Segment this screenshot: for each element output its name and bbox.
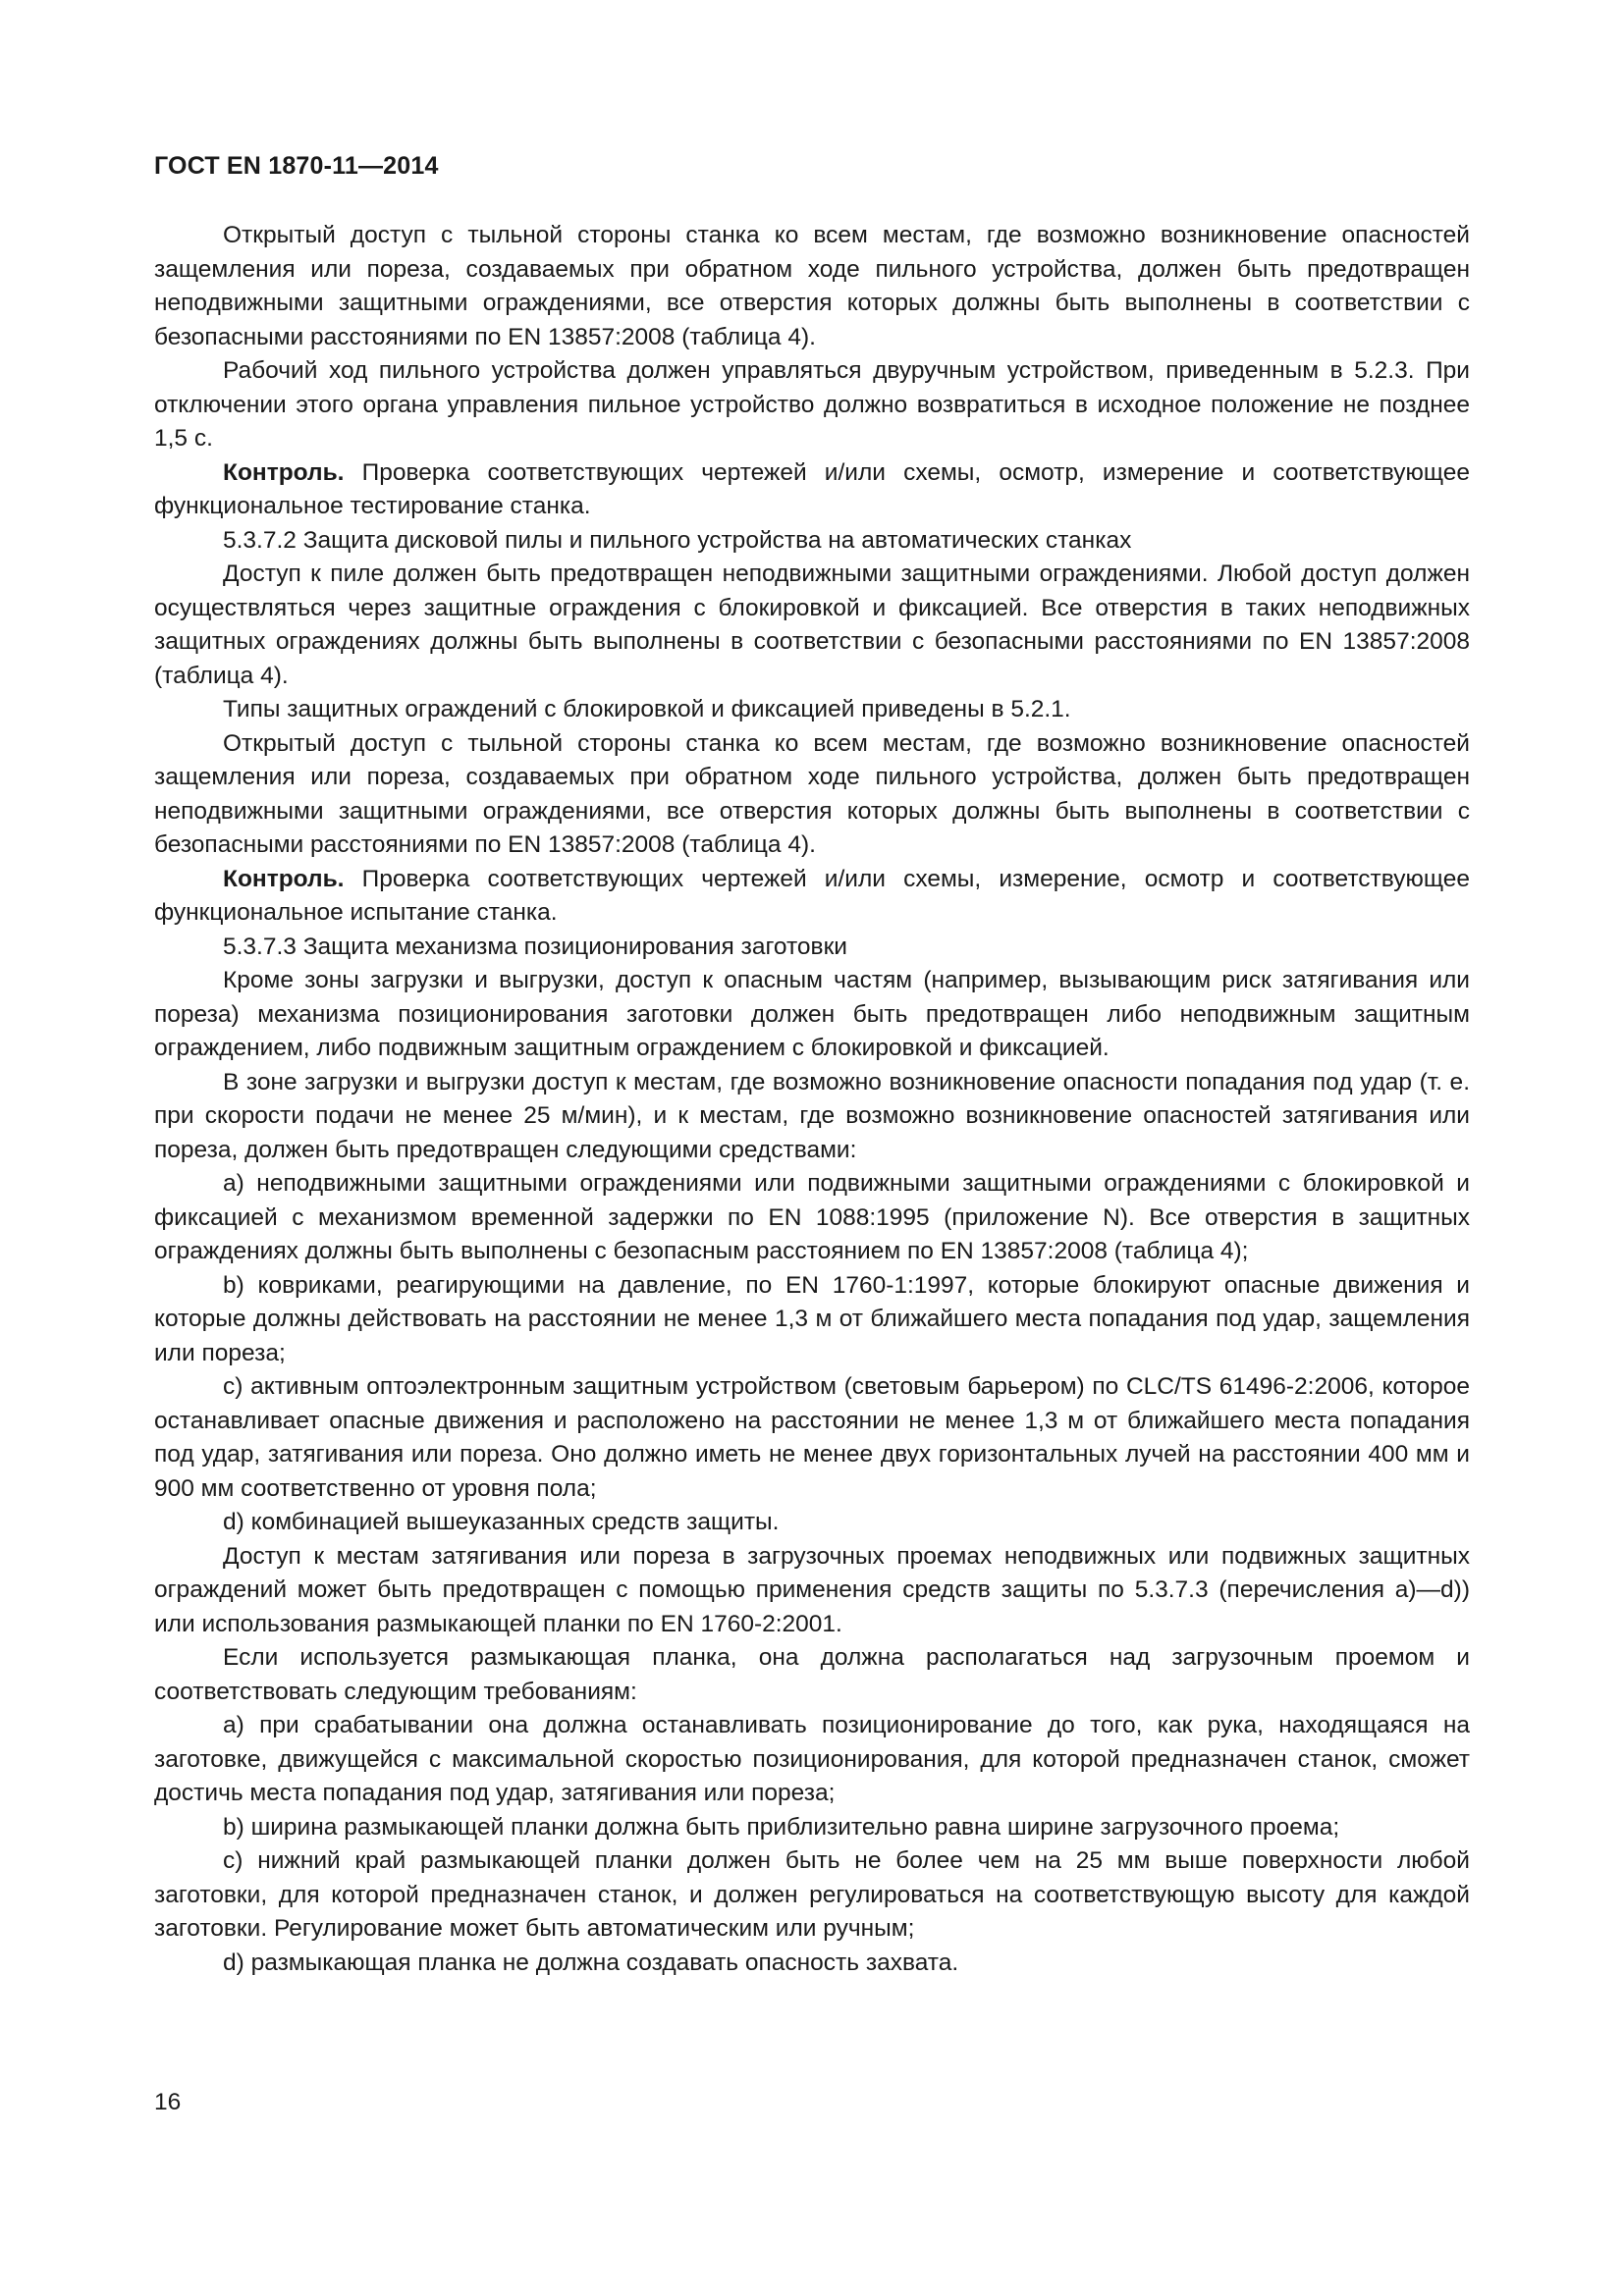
paragraph <box>154 863 1470 931</box>
paragraph <box>154 219 1470 354</box>
document-body <box>154 219 1470 1980</box>
paragraph-text: В зоне загрузки и выгрузки доступ к местам, где возможно возникновение опасности попадания под удар (т. е. при скорости подачи не менее 25 м/мин), и к местам, где возможно возникновение опасностей затягивания или пореза, должен быть предотвращен следующими средствами: <box>154 1068 1470 1163</box>
paragraph <box>154 693 1470 727</box>
paragraph-text: Если используется размыкающая планка, она должна располагаться над загрузочным проемом и соответствовать следующим требованиям: <box>154 1644 1470 1705</box>
paragraph-text: c) активным оптоэлектронным защитным устройством (световым барьером) по CLC/TS 61496-2:2006, которое останавливает опасные движения и расположено на расстоянии не менее 1,3 м от ближайшего места попадания под удар, затягивания или пореза. Оно должно иметь не менее двух горизонтальных лучей на расстоянии 400 мм и 900 мм соответственно от уровня пола; <box>154 1373 1470 1502</box>
paragraph <box>154 1540 1470 1642</box>
paragraph <box>154 558 1470 693</box>
paragraph <box>154 727 1470 863</box>
paragraph-text: d) комбинацией вышеуказанных средств защиты. <box>223 1509 780 1535</box>
paragraph <box>154 1506 1470 1540</box>
paragraph-text: Кроме зоны загрузки и выгрузки, доступ к опасным частям (например, вызывающим риск затягивания или пореза) механизма позиционирования заготовки должен быть предотвращен либо неподвижным защитным ограждением, либо подвижным защитным ограждением с блокировкой и фиксацией. <box>154 967 1470 1061</box>
paragraph <box>154 1811 1470 1845</box>
paragraph-lead: Контроль. <box>223 458 345 486</box>
paragraph-text: a) при срабатывании она должна останавливать позиционирование до того, как рука, находящаяся на заготовке, движущейся с максимальной скоростью позиционирования, для которой предназначен станок, сможет достичь места попадания под удар, затягивания или пореза; <box>154 1712 1470 1806</box>
paragraph <box>154 456 1470 524</box>
paragraph <box>154 1709 1470 1811</box>
paragraph <box>154 931 1470 965</box>
paragraph <box>154 1167 1470 1269</box>
paragraph <box>154 354 1470 456</box>
paragraph-text: b) ширина размыкающей планки должна быть приблизительно равна ширине загрузочного проема; <box>223 1813 1340 1841</box>
document-header-code: ГОСТ EN 1870-11—2014 <box>154 152 439 180</box>
paragraph <box>154 1844 1470 1947</box>
paragraph-text: Открытый доступ с тыльной стороны станка ко всем местам, где возможно возникновение опасностей защемления или пореза, создаваемых при обратном ходе пильного устройства, должен быть предотвращен неподвижными защитными ограждениями, все отверстия которых должны быть выполнены в соответствии с безопасными расстояниями по EN 13857:2008 (таблица 4). <box>154 729 1470 858</box>
paragraph <box>154 524 1470 559</box>
paragraph <box>154 1269 1470 1371</box>
paragraph <box>154 964 1470 1066</box>
paragraph-text: b) ковриками, реагирующими на давление, по EN 1760-1:1997, которые блокируют опасные движения и которые должны действовать на расстоянии не менее 1,3 м от ближайшего места попадания под удар, защемления или пореза; <box>154 1271 1470 1366</box>
paragraph <box>154 1370 1470 1506</box>
paragraph-text: Открытый доступ с тыльной стороны станка ко всем местам, где возможно возникновение опасностей защемления или пореза, создаваемых при обратном ходе пильного устройства, должен быть предотвращен неподвижными защитными ограждениями, все отверстия которых должны быть выполнены в соответствии с безопасными расстояниями по EN 13857:2008 (таблица 4). <box>154 222 1470 350</box>
paragraph-text: Доступ к местам затягивания или пореза в загрузочных проемах неподвижных или подвижных защитных ограждений может быть предотвращен с помощью применения средств защиты по 5.3.7.3 (перечисления а)—d)) или использования размыкающей планки по EN 1760-2:2001. <box>154 1542 1470 1637</box>
paragraph-text: d) размыкающая планка не должна создавать опасность захвата. <box>223 1949 959 1976</box>
paragraph-text: Проверка соответствующих чертежей и/или схемы, измерение, осмотр и соответствующее функциональное испытание станка. <box>154 865 1470 926</box>
paragraph-lead: Контроль. <box>223 865 345 892</box>
paragraph-text: 5.3.7.2 Защита дисковой пилы и пильного устройства на автоматических станках <box>223 526 1132 554</box>
paragraph-text: Типы защитных ограждений с блокировкой и фиксацией приведены в 5.2.1. <box>223 696 1071 722</box>
paragraph-text: c) нижний край размыкающей планки должен быть не более чем на 25 мм выше поверхности любой заготовки, для которой предназначен станок, и должен регулироваться на соответствующую высоту для каждой заготовки. Регулирование может быть автоматическим или ручным; <box>154 1847 1470 1942</box>
page-number: 16 <box>154 2089 182 2115</box>
paragraph-text: a) неподвижными защитными ограждениями или подвижными защитными ограждениями с блокировкой и фиксацией с механизмом временной задержки по EN 1088:1995 (приложение N). Все отверстия в защитных ограждениях должны быть выполнены с безопасным расстоянием по EN 13857:2008 (таблица 4); <box>154 1170 1470 1264</box>
paragraph-text: 5.3.7.3 Защита механизма позиционирования заготовки <box>223 933 847 960</box>
paragraph-text: Проверка соответствующих чертежей и/или схемы, осмотр, измерение и соответствующее функциональное тестирование станка. <box>154 458 1470 519</box>
paragraph <box>154 1947 1470 1981</box>
paragraph <box>154 1066 1470 1168</box>
paragraph-text: Рабочий ход пильного устройства должен управляться двуручным устройством, приведенным в 5.2.3. При отключении этого органа управления пильное устройство должно возвратиться в исходное положение не позднее 1,5 с. <box>154 357 1470 452</box>
paragraph-text: Доступ к пиле должен быть предотвращен неподвижными защитными ограждениями. Любой доступ должен осуществляться через защитные ограждения с блокировкой и фиксацией. Все отверстия в таких неподвижных защитных ограждениях должны быть выполнены в соответствии с безопасными расстояниями по EN 13857:2008 (таблица 4). <box>154 561 1470 689</box>
paragraph <box>154 1641 1470 1709</box>
